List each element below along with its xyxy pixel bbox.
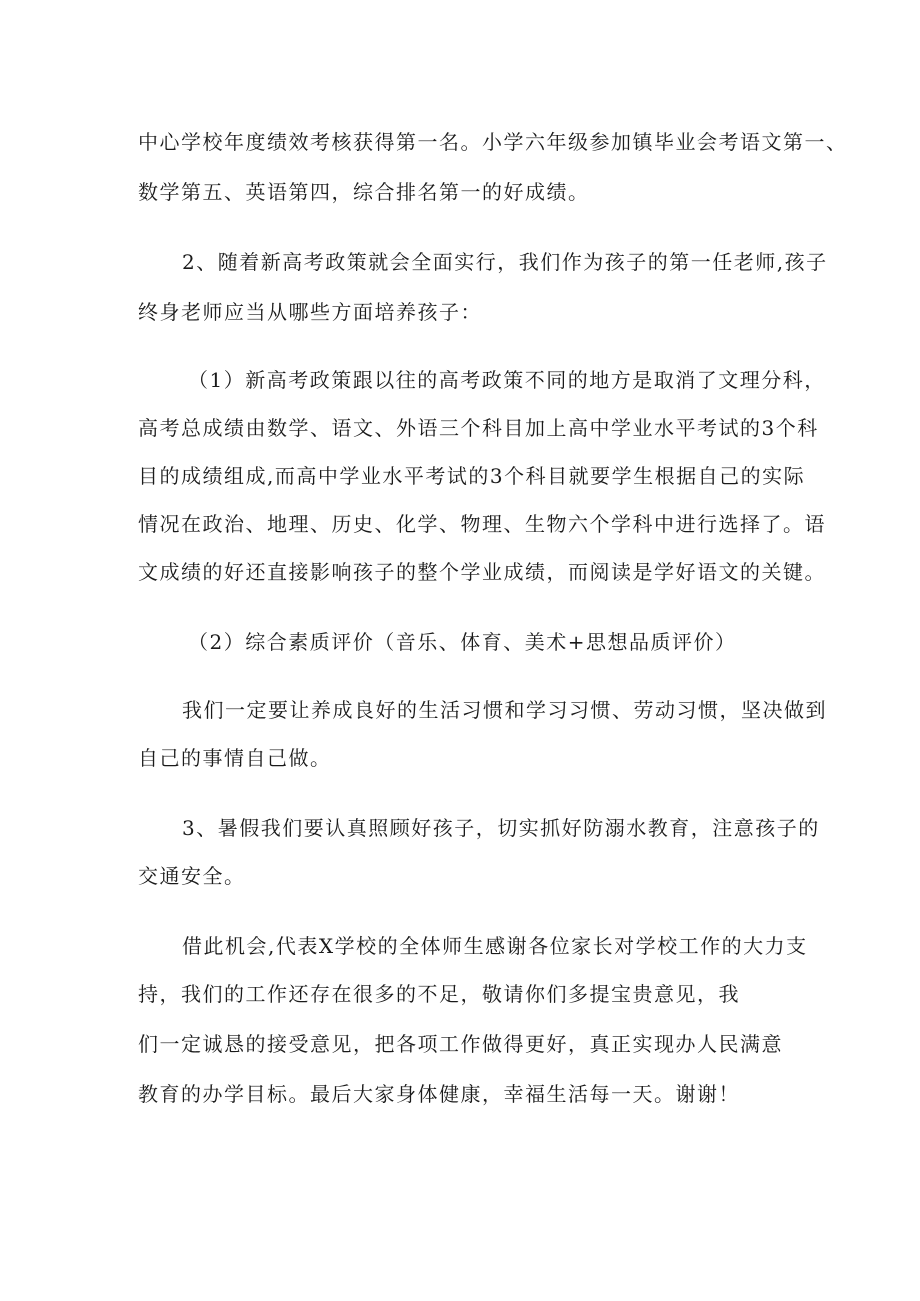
text-line: 终身老师应当从哪些方面培养孩子： xyxy=(138,300,482,324)
text-line: 情况在政治、地理、历史、化学、物理、生物六个学科中进行选择了。语 xyxy=(138,512,826,536)
text-line: 数学第五、英语第四，综合排名第一的好成绩。 xyxy=(138,180,590,204)
text-line: 借此机会,代表X学校的全体师生感谢各位家长对学校工作的大力支 xyxy=(182,934,808,958)
text-line: 文成绩的好还直接影响孩子的整个学业成绩，而阅读是学好语文的关键。 xyxy=(138,560,826,584)
text-line: 高考总成绩由数学、语文、外语三个科目加上高中学业水平考试的3个科 xyxy=(138,416,819,440)
text-line: （2）综合素质评价（音乐、体育、美术+思想品质评价） xyxy=(188,630,737,654)
text-line: 中心学校年度绩效考核获得第一名。小学六年级参加镇毕业会考语文第一、 xyxy=(138,130,848,154)
text-line: （1）新高考政策跟以往的高考政策不同的地方是取消了文理分科， xyxy=(188,368,826,392)
text-line: 持，我们的工作还存在很多的不足，敬请你们多提宝贵意见，我 xyxy=(138,982,740,1006)
text-line: 们一定诚恳的接受意见，把各项工作做得更好，真正实现办人民满意 xyxy=(138,1032,783,1056)
text-line: 2、随着新高考政策就会全面实行，我们作为孩子的第一任老师,孩子 xyxy=(182,250,828,274)
text-line: 自己的事情自己做。 xyxy=(138,746,332,770)
text-line: 交通安全。 xyxy=(138,864,246,888)
text-line: 教育的办学目标。最后大家身体健康，幸福生活每一天。谢谢！ xyxy=(138,1082,740,1106)
text-line: 目的成绩组成,而高中学业水平考试的3个科目就要学生根据自己的实际 xyxy=(138,464,806,488)
text-line: 3、暑假我们要认真照顾好孩子，切实抓好防溺水教育，注意孩子的 xyxy=(182,816,820,840)
text-line: 我们一定要让养成良好的生活习惯和学习习惯、劳动习惯，坚决做到 xyxy=(182,698,827,722)
